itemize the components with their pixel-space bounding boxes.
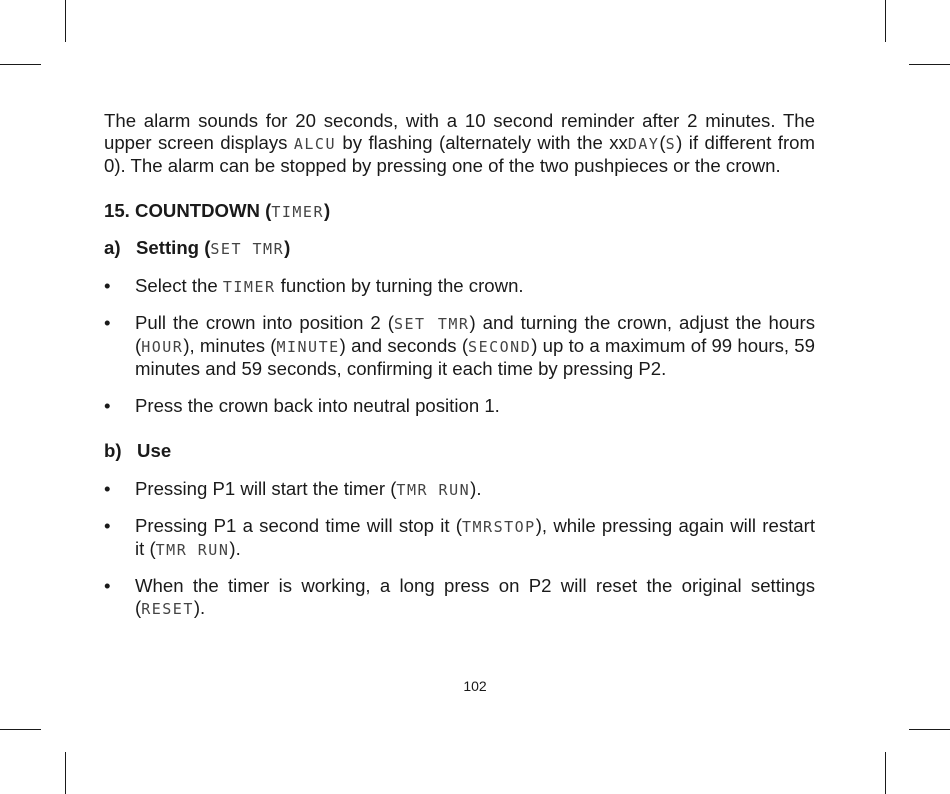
crop-mark — [0, 729, 41, 730]
lcd-text: TIMER — [271, 203, 324, 221]
text: ) — [324, 200, 331, 221]
lcd-text: HOUR — [141, 338, 184, 356]
list-item — [104, 275, 815, 298]
list-item — [104, 312, 815, 380]
text: a) Setting ( — [104, 237, 211, 258]
text: ) and turning the crown, adjust the hours ( — [135, 312, 815, 356]
text: by flashing (alternately with the xx — [335, 132, 628, 153]
text: Pressing P1 a second time will stop it ( — [135, 515, 462, 536]
crop-mark — [885, 0, 886, 42]
text: ) up to a maximum of 99 hours, 59 minutes and 59 seconds, confirming it each time by pressing P2. — [135, 335, 815, 379]
crop-mark — [65, 0, 66, 42]
text: 15. COUNTDOWN ( — [104, 200, 272, 221]
crop-mark — [909, 729, 950, 730]
intro-paragraph — [104, 110, 815, 177]
subsection-heading-setting — [104, 237, 290, 260]
text: ) — [284, 237, 291, 258]
lcd-text: TMR RUN — [396, 481, 471, 499]
text: ), minutes ( — [183, 335, 277, 356]
bullet-icon: • — [104, 515, 111, 536]
bullet-icon: • — [104, 395, 111, 416]
text: Press the crown back into neutral position 1. — [135, 395, 500, 416]
crop-mark — [909, 64, 950, 65]
bullet-icon: • — [104, 275, 111, 296]
text: ), while pressing again will restart it ( — [135, 515, 815, 559]
page-number: 102 — [463, 678, 487, 694]
lcd-text: SET TMR — [393, 315, 470, 333]
list-item — [104, 395, 815, 417]
crop-mark — [65, 752, 66, 794]
text: ( — [659, 132, 666, 153]
bullet-icon: • — [104, 478, 111, 499]
list-item — [104, 478, 815, 501]
text: Select the — [135, 275, 223, 296]
lcd-text: TIMER — [222, 278, 276, 296]
lcd-text: S — [665, 135, 677, 153]
lcd-text: SECOND — [468, 338, 532, 356]
text: Pressing P1 will start the timer ( — [135, 478, 397, 499]
text: b) Use — [104, 440, 172, 461]
section-heading — [104, 200, 330, 223]
crop-mark — [885, 752, 886, 794]
lcd-text: TMRSTOP — [461, 518, 536, 536]
text: When the timer is working, a long press on P2 will reset the original settings ( — [135, 575, 815, 618]
lcd-text: RESET — [141, 600, 194, 618]
text: Pull the crown into position 2 ( — [135, 312, 394, 333]
text: ). — [470, 478, 482, 499]
subsection-heading-use — [104, 440, 171, 462]
lcd-text: ALCU — [293, 135, 336, 153]
bullet-icon: • — [104, 312, 111, 333]
lcd-text: SET TMR — [210, 240, 285, 258]
lcd-text: TMR RUN — [155, 541, 230, 559]
bullet-icon: • — [104, 575, 111, 596]
lcd-text: DAY — [627, 135, 660, 153]
text: ). — [193, 597, 206, 618]
list-item — [104, 575, 815, 620]
list-item — [104, 515, 815, 561]
text: ) if different from 0). The alarm can be stopped by pressing one of the two pushpieces or the crown. — [104, 132, 815, 176]
text: ) and seconds ( — [339, 335, 469, 356]
crop-mark — [0, 64, 41, 65]
text: ). — [229, 538, 241, 559]
lcd-text: MINUTE — [276, 338, 340, 356]
text: The alarm sounds for 20 seconds, with a 10 second reminder after 2 minutes. The upper screen displays — [104, 110, 815, 153]
text: function by turning the crown. — [275, 275, 524, 296]
